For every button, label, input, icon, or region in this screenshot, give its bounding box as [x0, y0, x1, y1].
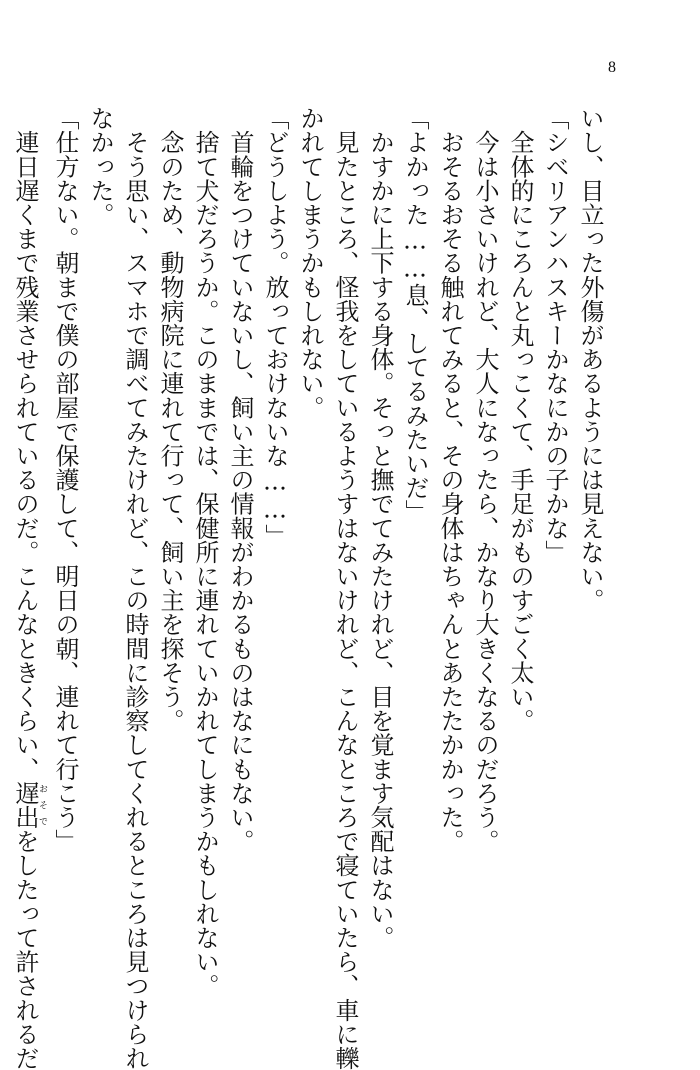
text-line: なかった。	[86, 106, 114, 227]
text-line: 全体的にころんと丸っこくて、手足がものすごく太い。	[506, 106, 534, 733]
text-line-with-ruby	[7, 106, 47, 1070]
text-line: いし、目立った外傷があるようには見えない。	[576, 106, 604, 613]
text-segment: をしたって許されるだ	[11, 829, 39, 1070]
text-line: 「仕方ない。朝まで僕の部屋で保護して、明日の朝、連れて行こう」	[51, 106, 79, 854]
text-line: 捨て犬だろうか。このままでは、保健所に連れていかれてしまうかもしれない。	[191, 106, 219, 998]
text-line: そう思い、スマホで調べてみたけれど、この時間に診察してくれるところは見つけられ	[121, 106, 149, 1070]
text-line: おそるおそる触れてみると、その身体はちゃんとあたたかかった。	[436, 106, 464, 854]
text-line: 「シベリアンハスキーかなにかの子かな」	[541, 106, 569, 564]
text-line: 見たところ、怪我をしているようすはないけれど、こんなところで寝ていたら、車に轢	[331, 106, 359, 1070]
text-line: 念のため、動物病院に連れて行って、飼い主を探そう。	[156, 106, 184, 733]
text-segment: 連日遅くまで残業させられているのだ。こんなときくらい、	[11, 106, 39, 781]
text-line: 今は小さいけれど、大人になったら、かなり大きくなるのだろう。	[471, 106, 499, 854]
text-line: 「よかった……息、してるみたいだ」	[401, 106, 429, 524]
text-line: かすかに上下する身体。そっと撫でてみたけれど、目を覚ます気配はない。	[366, 106, 394, 950]
ruby-reading: おそで	[37, 780, 47, 829]
body-text	[7, 106, 607, 1070]
ruby-annotation	[11, 780, 47, 830]
page-number: 8	[608, 59, 616, 76]
ruby-base: 遅出	[11, 780, 39, 830]
text-line: かれてしまうかもしれない。	[296, 106, 324, 420]
text-line: 「どうしよう。放っておけないな……」	[261, 106, 289, 548]
text-line: 首輪をつけていないし、飼い主の情報がわかるものはなにもない。	[226, 106, 254, 854]
